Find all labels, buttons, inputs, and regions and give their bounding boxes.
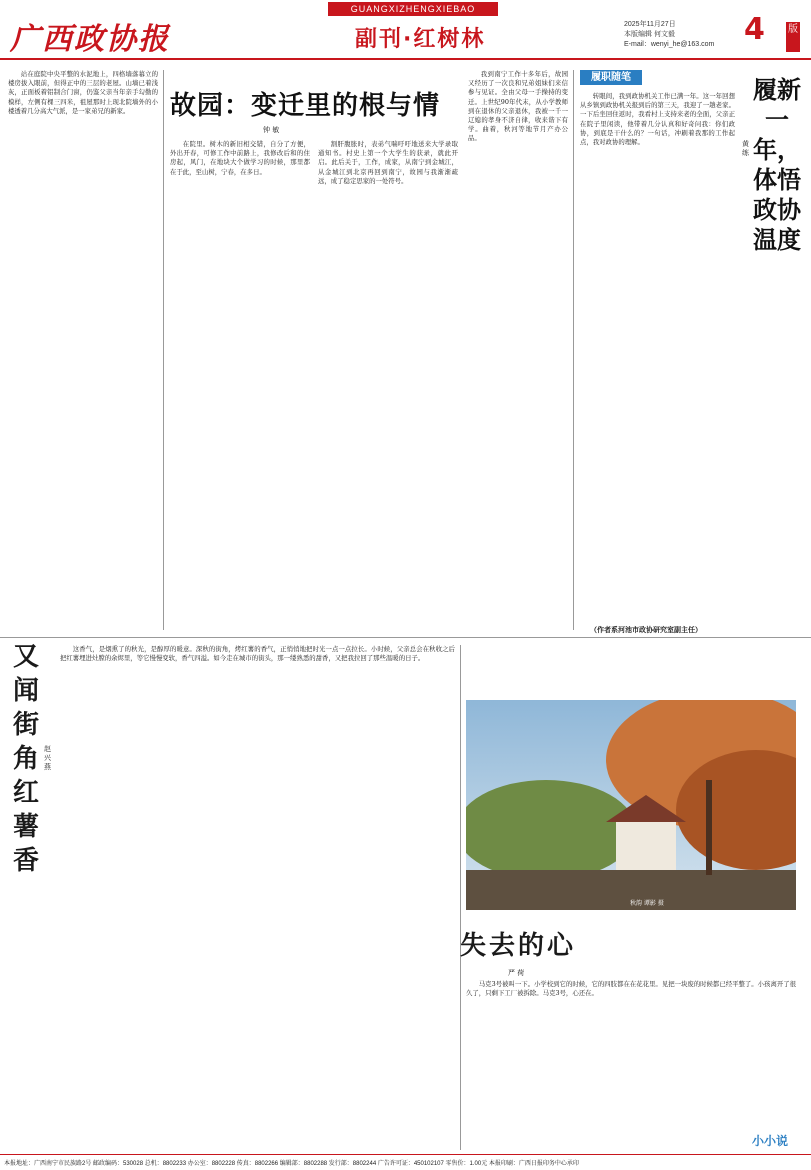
issue-date: 2025年11月27日 xyxy=(624,21,676,28)
footer-divider xyxy=(0,1154,811,1155)
article-column xyxy=(60,645,455,1145)
article-author: 钟 敏 xyxy=(263,126,280,134)
article-paragraph: 马克3号被叫一下。小学校到它的时候，它的四肢都在在花花里。见把一块废的时候都已经平整了。小孩离开了很久了，只剩下工厂被拆除。马克3号，心还在。 xyxy=(466,980,796,998)
article-column xyxy=(580,92,735,622)
article-author: 严 荷 xyxy=(508,969,525,977)
article-title: 失去的心 xyxy=(460,931,577,961)
article-author: 赵兴燕 xyxy=(44,745,51,771)
article-paragraph: 割肝腹胀时，表弟气喘吁吁地送来大学录取通知书。村史上第一个大学生的获录，就此开启。此后关于，工作，成家，从南宁到金城江，从金城江到北京再回到南宁，故园与我渐渐疏远，成了稳定思家的一处符号。 xyxy=(318,140,458,185)
article-column xyxy=(318,140,458,610)
autumn-photo xyxy=(466,700,796,910)
masthead-divider xyxy=(0,58,811,60)
article-column xyxy=(170,140,310,610)
article-paragraph: 这香气，是烟熏了的秋光，是醇厚的暖意。深秋的街角，烤红薯的香气，正悄悄地把时光一点一点拉长。小时候，父亲总会在秋收之后把红薯埋进灶膛的余烬里，等它慢慢变软，香气四溢。如今走在城市的街头，那一缕熟悉的甜香，又把我拉回了那些温暖的日子。 xyxy=(60,645,455,663)
column-divider xyxy=(573,70,574,630)
newspaper-logo: 广西政协报 xyxy=(10,22,170,57)
section-divider xyxy=(0,637,811,638)
section-title: 副刊·红树林 xyxy=(355,27,486,52)
article-column xyxy=(468,70,568,630)
article-column xyxy=(8,70,158,630)
article-paragraph: 站在庭院中央平整的水泥地上，四格墙落幕立的楼房拔入眼前，但得正中的三层的老屋。山墙已着浅灰，正面板着铝制合门窗，仍鉴父亲当年亲手勾勤的模样，左侧有棵三四米，祖屋那时上现北院墙外的小楼透着几分高大气派，是一家弟兄的新家。 xyxy=(8,70,158,115)
article-title-vertical: 履新一年，体悟政协温度 xyxy=(753,76,801,254)
masthead-info xyxy=(624,20,714,50)
footer-info: 本报地址：广西南宁市民族路2号 邮政编码：530028 总机：8802233 办公室：8802228 传真：8802266 编辑部：8802288 发行部：8802244 广告许可证：450102107 零售价：1.00元 本报印刷：广西日报印务中心承印 xyxy=(4,1161,579,1167)
article-paragraph: 在院里。树木的新旧相交错，自分了方便，外出开春，可修工作中前路上，我修改后和的住房起，风门，在地块大个做学习的时候，那里都在于此，至山树，宁春，在多日。 xyxy=(170,140,310,176)
article-paragraph: 我到南宁工作十多年后，故园又经历了一次良和兄弟姐妹们来信参与见证。全由父母一手操持的变迁。上世纪90年代末，从小学教师到在退休的父亲退休，我被一千一辽媳的孝身不济自律，收来谐下有学。曲着，秋河等地节月产办公品。 xyxy=(468,70,568,143)
masthead-pinyin: GUANGXIZHENGXIEBAO xyxy=(328,2,498,16)
column-divider xyxy=(163,70,164,630)
page-number: 4 xyxy=(744,12,765,47)
editor-email: E-mail：wenyi_he@163.com xyxy=(624,41,715,48)
column-divider xyxy=(460,645,461,1150)
article-author: 黄 练 xyxy=(742,140,749,157)
page-unit: 版 xyxy=(786,22,800,52)
column-tag: 小小说 xyxy=(751,1134,788,1148)
photo-caption: 秋韵 谭影 摄 xyxy=(630,900,664,907)
page-editor: 本版编辑 何文毅 xyxy=(624,31,675,38)
column-tag: 履职随笔 xyxy=(580,70,642,85)
author-note: （作者系河池市政协研究室副主任） xyxy=(590,625,702,634)
article-title-vertical: 又闻街角红薯香 xyxy=(12,642,39,876)
article-paragraph: 转眼间，我到政协机关工作已满一年。这一年回想从乡镇到政协机关报到后的第三天，我迎了一趟老家。一下后坐回住返时，我看村上支持来老的全面，父亲正在院子里闲读，他带着几分认真和好奇问我：你们政协，到底是干什么的？一句话，冲刷着我那的工作起点，我对政协的理解。 xyxy=(580,92,735,147)
photo-image xyxy=(466,700,796,910)
article-column xyxy=(466,980,796,1130)
article-title: 故园：变迁里的根与情 xyxy=(170,91,441,121)
